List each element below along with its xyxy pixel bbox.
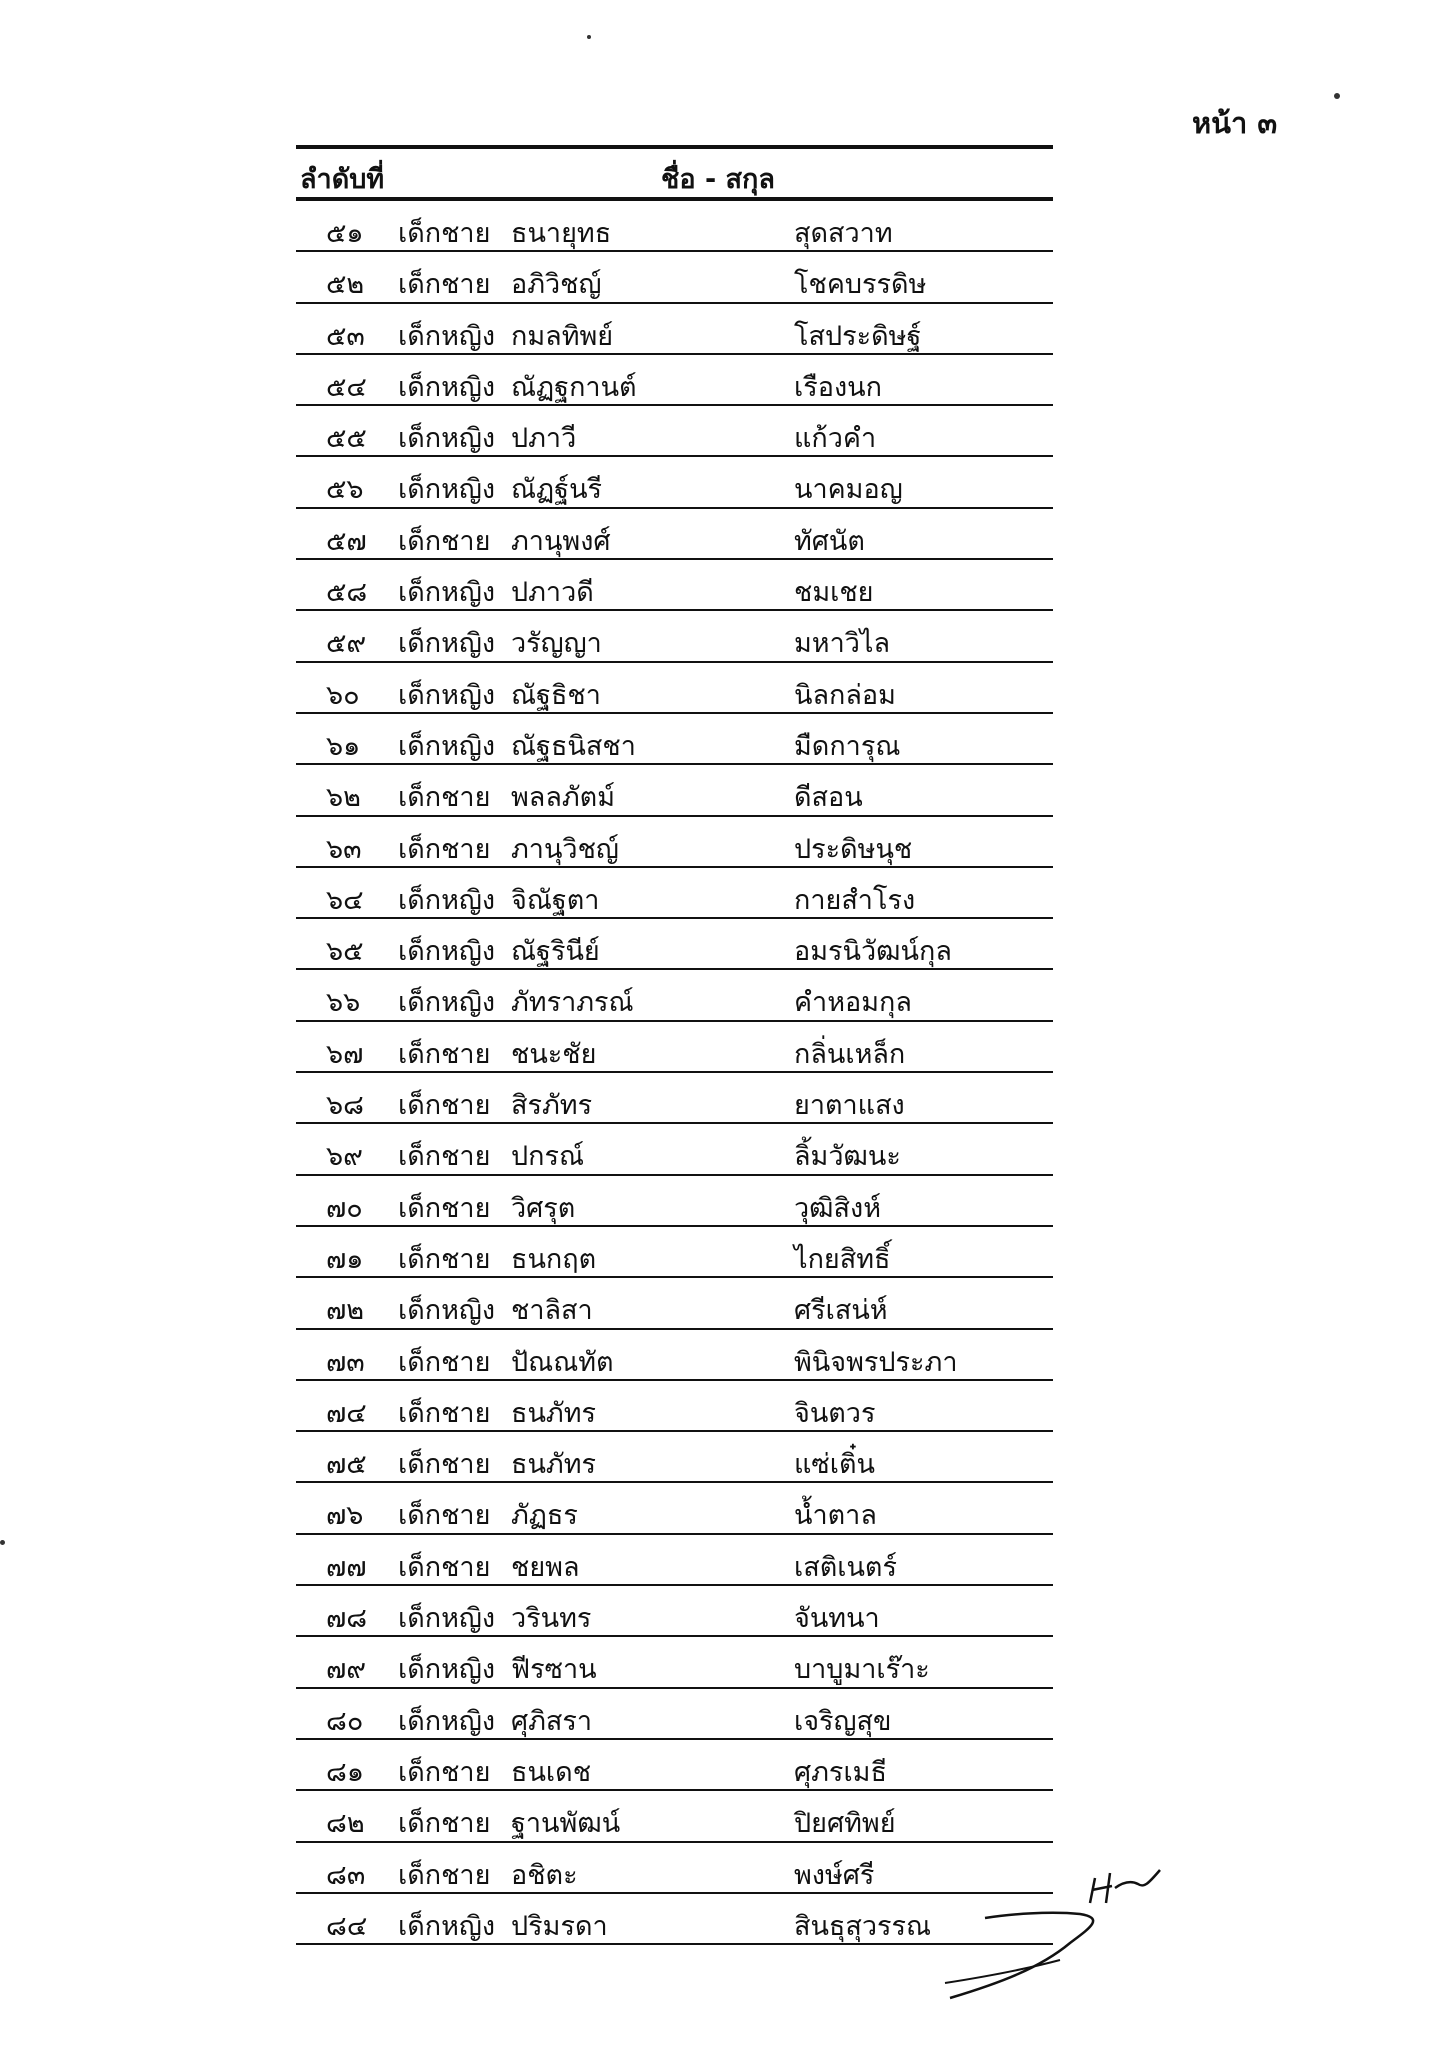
row-first-name: กมลทิพย์: [511, 320, 614, 352]
table-row: [296, 1278, 1053, 1329]
row-title: เด็กชาย: [398, 1192, 491, 1224]
table-row: [296, 355, 1053, 406]
signature: [940, 1848, 1200, 2008]
row-seq: ๗๗: [326, 1551, 367, 1583]
table-row: [296, 1073, 1053, 1124]
row-last-name: พินิจพรประภา: [794, 1346, 958, 1378]
table-row: [296, 201, 1053, 252]
row-last-name: ประดิษนุช: [794, 833, 913, 865]
row-last-name: คำหอมกุล: [794, 987, 912, 1019]
row-seq: ๘๐: [326, 1705, 364, 1737]
row-first-name: ณัฐธิชา: [511, 679, 601, 711]
row-first-name: วิศรุต: [511, 1192, 576, 1224]
table-row: [296, 1124, 1053, 1175]
row-title: เด็กหญิง: [398, 936, 496, 968]
row-last-name: ลิ้มวัฒนะ: [794, 1141, 901, 1173]
header-name: ชื่อ - สกุล: [661, 164, 775, 195]
table-row: [296, 457, 1053, 508]
row-first-name: ฐานพัฒน์: [511, 1808, 621, 1840]
row-first-name: ภานุวิชญ์: [511, 833, 619, 865]
row-last-name: ยาตาแสง: [794, 1090, 905, 1122]
row-last-name: พงษ์ศรี: [794, 1859, 875, 1891]
row-title: เด็กชาย: [398, 269, 491, 301]
row-seq: ๘๑: [326, 1756, 364, 1788]
row-last-name: ปิยศทิพย์: [794, 1808, 896, 1840]
row-first-name: วรินทร: [511, 1603, 592, 1635]
row-title: เด็กชาย: [398, 1756, 491, 1788]
row-first-name: ฟีรซาน: [511, 1654, 597, 1686]
row-title: เด็กชาย: [398, 1500, 491, 1532]
row-last-name: ทัศนัต: [794, 525, 865, 557]
row-first-name: ชนะชัย: [511, 1038, 597, 1070]
row-last-name: วุฒิสิงห์: [794, 1192, 882, 1224]
row-title: เด็กหญิง: [398, 628, 496, 660]
row-last-name: น้ำตาล: [794, 1500, 877, 1532]
row-last-name: กลิ่นเหล็ก: [794, 1038, 906, 1070]
row-seq: ๖๗: [326, 1038, 364, 1070]
row-title: เด็กชาย: [398, 218, 491, 249]
row-title: เด็กหญิง: [398, 987, 496, 1019]
row-title: เด็กชาย: [398, 1090, 491, 1122]
row-first-name: จิณัฐตา: [511, 884, 600, 916]
row-seq: ๕๖: [326, 474, 364, 506]
row-seq: ๖๖: [326, 987, 361, 1019]
table-row: [296, 1535, 1053, 1586]
row-seq: ๗๘: [326, 1603, 368, 1635]
row-seq: ๕๒: [326, 269, 365, 301]
row-seq: ๕๘: [326, 577, 368, 609]
row-first-name: พลลภัตม์: [511, 782, 616, 814]
table-row: [296, 765, 1053, 816]
row-title: เด็กชาย: [398, 1243, 491, 1275]
table-row: [296, 304, 1053, 355]
row-last-name: แก้วคำ: [794, 423, 877, 455]
table-row: [296, 1381, 1053, 1432]
row-last-name: ศรีเสน่ห์: [794, 1295, 888, 1327]
table-row: [296, 1176, 1053, 1227]
row-title: เด็กชาย: [398, 1141, 491, 1173]
table-row: [296, 1227, 1053, 1278]
row-first-name: ปกรณ์: [511, 1141, 585, 1173]
row-last-name: จินตวร: [794, 1397, 876, 1429]
row-title: เด็กหญิง: [398, 423, 496, 455]
row-first-name: ธนกฤต: [511, 1243, 597, 1275]
table-row: [296, 714, 1053, 765]
row-last-name: มืดการุณ: [794, 730, 901, 762]
row-first-name: ศุภิสรา: [511, 1705, 593, 1737]
row-title: เด็กชาย: [398, 1346, 491, 1378]
row-title: เด็กชาย: [398, 833, 491, 865]
row-last-name: ศุภรเมธี: [794, 1756, 887, 1788]
row-first-name: ธนายุทธ: [511, 218, 612, 249]
table-row: [296, 1689, 1053, 1740]
row-seq: ๗๓: [326, 1346, 365, 1378]
table-row: [296, 1483, 1053, 1534]
row-seq: ๕๓: [326, 320, 365, 352]
row-seq: ๗๐: [326, 1192, 363, 1224]
row-last-name: เสติเนตร์: [794, 1551, 897, 1583]
table-row: [296, 1791, 1053, 1842]
table-row: [296, 560, 1053, 611]
row-seq: ๕๑: [326, 218, 364, 249]
row-last-name: แซ่เติ๋น: [794, 1449, 875, 1481]
row-seq: ๕๙: [326, 628, 367, 660]
row-last-name: ชมเชย: [794, 577, 874, 609]
row-last-name: บาบูมาเร๊าะ: [794, 1654, 930, 1686]
scan-speck: [1334, 93, 1340, 99]
row-seq: ๖๑: [326, 730, 361, 762]
table-row: [296, 252, 1053, 303]
table-row: [296, 1740, 1053, 1791]
row-last-name: ดีสอน: [794, 782, 863, 814]
row-seq: ๖๕: [326, 936, 364, 968]
row-first-name: ณัฐธนิสชา: [511, 730, 636, 762]
table-row: [296, 1432, 1053, 1483]
row-title: เด็กหญิง: [398, 679, 496, 711]
row-title: เด็กชาย: [398, 782, 491, 814]
row-last-name: โสประดิษฐ์: [794, 320, 922, 352]
row-last-name: สินธุสุวรรณ: [794, 1910, 932, 1942]
row-title: เด็กชาย: [398, 1449, 491, 1481]
row-seq: ๕๗: [326, 525, 367, 557]
row-first-name: ชาลิสา: [511, 1295, 593, 1327]
row-title: เด็กชาย: [398, 525, 491, 557]
row-last-name: อมรนิวัฒน์กุล: [794, 936, 952, 968]
row-seq: ๗๔: [326, 1397, 367, 1429]
row-last-name: มหาวิไล: [794, 628, 891, 660]
table-row: [296, 1022, 1053, 1073]
row-seq: ๗๒: [326, 1295, 365, 1327]
row-first-name: วรัญญา: [511, 628, 602, 660]
row-first-name: ณัฏฐ์นรี: [511, 474, 603, 506]
table-row: [296, 817, 1053, 868]
row-seq: ๗๕: [326, 1449, 367, 1481]
row-seq: ๖๙: [326, 1141, 363, 1173]
row-title: เด็กชาย: [398, 1808, 491, 1840]
header-seq: ลำดับที่: [300, 164, 385, 195]
row-last-name: นาคมอญ: [794, 474, 903, 506]
row-seq: ๘๔: [326, 1910, 368, 1942]
row-title: เด็กชาย: [398, 1551, 491, 1583]
table-row: [296, 1586, 1053, 1637]
row-seq: ๘๒: [326, 1808, 365, 1840]
row-seq: ๖๐: [326, 679, 360, 711]
row-last-name: เจริญสุข: [794, 1705, 892, 1737]
student-table: [296, 145, 1053, 1945]
row-title: เด็กหญิง: [398, 1603, 496, 1635]
row-seq: ๖๘: [326, 1090, 364, 1122]
row-seq: ๗๙: [326, 1654, 367, 1686]
row-first-name: ธนภัทร: [511, 1397, 597, 1429]
row-last-name: สุดสวาท: [794, 218, 893, 249]
row-seq: ๖๓: [326, 833, 362, 865]
table-row: [296, 868, 1053, 919]
row-title: เด็กชาย: [398, 1859, 491, 1891]
row-first-name: ภานุพงศ์: [511, 525, 611, 557]
row-last-name: ไกยสิทธิ์: [794, 1243, 891, 1275]
table-row: [296, 1637, 1053, 1688]
row-seq: ๕๕: [326, 423, 367, 455]
row-title: เด็กหญิง: [398, 320, 496, 352]
row-first-name: ปริมรดา: [511, 1910, 608, 1942]
table-row: [296, 1330, 1053, 1381]
table-row: [296, 509, 1053, 560]
page-number: หน้า ๓: [1192, 106, 1278, 140]
row-first-name: ภัฏธร: [511, 1500, 578, 1532]
table-row: [296, 970, 1053, 1021]
row-first-name: ธนเดช: [511, 1756, 592, 1788]
row-seq: ๕๔: [326, 371, 367, 403]
table-row: [296, 663, 1053, 714]
row-seq: ๖๒: [326, 782, 361, 814]
row-seq: ๖๔: [326, 884, 364, 916]
row-last-name: นิลกล่อม: [794, 679, 896, 711]
row-title: เด็กหญิง: [398, 371, 496, 403]
row-title: เด็กหญิง: [398, 577, 496, 609]
scan-speck: [587, 35, 591, 39]
row-title: เด็กหญิง: [398, 1705, 496, 1737]
row-last-name: โชคบรรดิษ: [794, 269, 927, 301]
row-first-name: ธนภัทร: [511, 1449, 597, 1481]
table-row: [296, 919, 1053, 970]
row-first-name: ณัฐรินีย์: [511, 936, 600, 968]
row-title: เด็กหญิง: [398, 884, 496, 916]
row-first-name: ปัณณทัต: [511, 1346, 614, 1378]
row-last-name: เรืองนก: [794, 371, 882, 403]
row-title: เด็กหญิง: [398, 1654, 496, 1686]
row-title: เด็กชาย: [398, 1397, 491, 1429]
row-seq: ๘๓: [326, 1859, 366, 1891]
row-first-name: ปภาวี: [511, 423, 577, 455]
row-title: เด็กหญิง: [398, 730, 496, 762]
row-last-name: จันทนา: [794, 1603, 880, 1635]
table-header: [296, 145, 1053, 201]
row-first-name: สิรภัทร: [511, 1090, 593, 1122]
table-row: [296, 611, 1053, 662]
row-first-name: ภัทราภรณ์: [511, 987, 634, 1019]
row-first-name: ชยพล: [511, 1551, 580, 1583]
row-title: เด็กหญิง: [398, 1910, 496, 1942]
row-title: เด็กชาย: [398, 1038, 491, 1070]
table-row: [296, 406, 1053, 457]
row-title: เด็กหญิง: [398, 1295, 496, 1327]
row-first-name: ณัฏฐกานต์: [511, 371, 637, 403]
table-body: [296, 201, 1053, 1945]
row-last-name: กายสำโรง: [794, 884, 916, 916]
row-seq: ๗๑: [326, 1243, 364, 1275]
row-title: เด็กหญิง: [398, 474, 496, 506]
row-first-name: อภิวิชญ์: [511, 269, 602, 301]
row-first-name: อชิตะ: [511, 1859, 578, 1891]
row-first-name: ปภาวดี: [511, 577, 594, 609]
scan-speck: [0, 1540, 5, 1545]
row-seq: ๗๖: [326, 1500, 364, 1532]
